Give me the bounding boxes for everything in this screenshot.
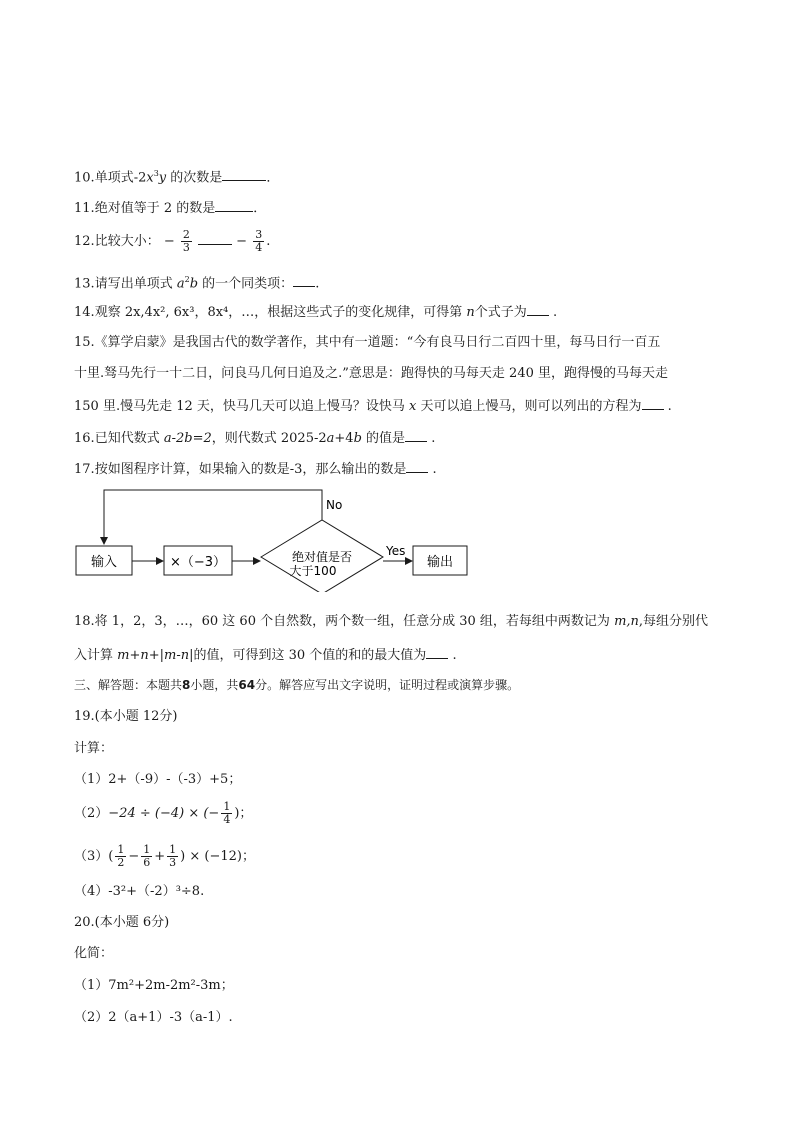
answer-blank[interactable] xyxy=(293,273,315,287)
fraction xyxy=(253,229,264,254)
question-11 xyxy=(74,198,266,218)
question-13 xyxy=(74,271,319,293)
denominator: 4 xyxy=(255,241,263,254)
yes-label: Yes xyxy=(386,544,406,558)
punctuation: ． xyxy=(266,170,280,186)
question-18-line-2 xyxy=(74,645,457,665)
question-text: 的次数是 xyxy=(170,170,223,186)
fraction xyxy=(115,844,126,869)
punctuation: . xyxy=(452,648,457,663)
denominator: 6 xyxy=(143,856,151,869)
question-20-intro: 化简： xyxy=(74,946,114,961)
question-number: 16. xyxy=(74,431,95,446)
decision-label-line-1: 绝对值是否 xyxy=(291,550,353,564)
question-15-line-2 xyxy=(74,365,668,383)
numerator: 1 xyxy=(143,843,151,856)
question-20-title: 20.(本小题 6分) xyxy=(74,915,170,930)
answer-blank[interactable] xyxy=(222,167,266,181)
punctuation: . xyxy=(667,399,672,414)
question-text: 请写出单项式 xyxy=(94,276,173,292)
no-label: No xyxy=(326,498,343,512)
question-text: 单项式-2 xyxy=(94,170,147,186)
punctuation: ． xyxy=(253,201,267,216)
question-20-part-2: （2）2（a+1）-3（a-1）. xyxy=(74,1010,233,1025)
question-number: 11. xyxy=(74,201,95,216)
question-text: 个式子为 xyxy=(474,305,527,320)
math-var: x xyxy=(146,170,154,186)
part-label: （2） xyxy=(74,806,109,821)
math-var: a xyxy=(326,431,335,446)
question-text: ，则代数式 2025-2 xyxy=(211,431,327,446)
math-expression: m+n+|m-n| xyxy=(117,648,194,663)
question-text: +4 xyxy=(334,431,354,446)
math-var: b xyxy=(189,276,199,292)
question-19-title: 19.(本小题 12分) xyxy=(74,709,178,724)
question-18-line-1 xyxy=(74,613,708,631)
answer-blank[interactable] xyxy=(215,198,253,212)
question-19-part-3 xyxy=(74,843,255,871)
question-20-part-1: （1）7m²+2m-2m²-3m； xyxy=(74,978,234,993)
answer-blank[interactable] xyxy=(426,645,448,659)
fraction xyxy=(221,801,232,826)
numerator: 1 xyxy=(169,843,177,856)
question-text: 比较大小： xyxy=(94,234,160,249)
output-label: 输出 xyxy=(426,555,454,570)
math-expression: ) × (−12)； xyxy=(180,849,255,864)
question-19-part-2 xyxy=(74,800,252,828)
question-14 xyxy=(74,302,557,322)
question-text: 的值是 xyxy=(366,431,406,446)
program-flowchart xyxy=(60,482,490,592)
numerator: 1 xyxy=(223,800,231,813)
math-var: b xyxy=(353,431,362,446)
question-text: 按如图程序计算，如果输入的数是-3，那么输出的数是 xyxy=(94,462,407,477)
exponent: 3 xyxy=(153,169,159,178)
answer-blank[interactable] xyxy=(405,428,427,442)
heading-text: 分。解答应写出文字说明，证明过程或演算步骤。 xyxy=(255,678,520,692)
answer-blank[interactable] xyxy=(527,302,549,316)
denominator: 3 xyxy=(182,241,190,254)
numerator: 1 xyxy=(117,843,125,856)
question-number: 12. xyxy=(74,234,95,249)
section-3-heading xyxy=(74,676,519,694)
punctuation: . xyxy=(432,462,437,477)
question-text: ,每组分别代 xyxy=(638,614,709,629)
question-text: 观察 2x,4x², 6x³，8x⁴，…，根据这些式子的变化规律，可得第 xyxy=(94,305,463,320)
math-expression: )； xyxy=(234,806,253,821)
question-12 xyxy=(74,228,270,256)
math-expression: −24 ÷ (−4) × (− xyxy=(108,806,220,821)
operator: + xyxy=(154,849,166,864)
no-loop-line xyxy=(104,490,322,544)
denominator: 3 xyxy=(169,856,177,869)
operator: − xyxy=(128,849,140,864)
answer-blank[interactable] xyxy=(406,459,428,473)
question-15-line-1 xyxy=(74,334,660,352)
question-text: 入计算 xyxy=(74,648,114,663)
minus-sign: − xyxy=(236,234,248,249)
question-text: 绝对值等于 2 的数是 xyxy=(94,201,216,216)
punctuation: . xyxy=(315,276,320,292)
question-text: 的值，可得到这 30 个值的和的最大值为 xyxy=(193,648,427,663)
part-label: （3） xyxy=(74,849,109,864)
question-text: 150 里.慢马先走 12 天，快马几天可以追上慢马？设快马 xyxy=(74,399,405,414)
question-number: 14. xyxy=(74,305,95,320)
input-label: 输入 xyxy=(90,555,118,570)
heading-number: 64 xyxy=(238,678,256,692)
question-text: 的一个同类项： xyxy=(202,276,294,292)
heading-number: 8 xyxy=(182,678,191,692)
fraction xyxy=(167,844,178,869)
math-var: a xyxy=(176,276,185,292)
denominator: 2 xyxy=(117,856,125,869)
question-text: 天可以追上慢马，则可以列出的方程为 xyxy=(420,399,642,414)
punctuation: . xyxy=(266,234,271,249)
fraction xyxy=(141,844,152,869)
math-var: n xyxy=(466,305,475,320)
answer-blank[interactable] xyxy=(198,231,232,245)
heading-text: 三、解答题：本题共 xyxy=(74,678,183,692)
exponent: 2 xyxy=(184,275,190,284)
minus-sign: − xyxy=(163,234,175,249)
question-text: 18.将 1，2，3，…，60 这 60 个自然数，两个数一组，任意分成 30 组，若每组中两数记为 xyxy=(74,614,610,629)
question-16 xyxy=(74,428,435,448)
question-19-part-4: （4）-3²+（-2）³÷8. xyxy=(74,884,205,899)
math-expression: ( xyxy=(108,849,114,864)
question-number: 13. xyxy=(74,276,95,292)
question-text: 已知代数式 xyxy=(94,431,160,446)
question-19-intro: 计算： xyxy=(74,741,114,756)
question-10 xyxy=(74,165,279,187)
numerator: 2 xyxy=(182,228,190,241)
question-number: 10. xyxy=(74,170,95,186)
numerator: 3 xyxy=(255,228,263,241)
denominator: 4 xyxy=(223,813,231,826)
question-number: 17. xyxy=(74,462,95,477)
decision-label-line-2: 大于100 xyxy=(289,564,337,578)
question-17 xyxy=(74,459,437,479)
punctuation: . xyxy=(552,305,558,320)
question-19-part-1: （1）2+（-9）-（-3）+5； xyxy=(74,772,242,787)
question-15-line-3 xyxy=(74,396,672,416)
heading-text: 小题，共 xyxy=(190,678,239,692)
math-expression: a-2b=2 xyxy=(163,431,212,446)
math-var: x xyxy=(409,399,417,414)
answer-blank[interactable] xyxy=(642,396,664,410)
fraction xyxy=(181,229,192,254)
question-text: 十里.驽马先行一十二日，问良马几何日追及之.”意思是：跑得快的马每天走 240 里，跑得慢的马每天走 xyxy=(74,366,668,381)
math-var: m,n xyxy=(614,614,639,629)
question-text: 15.《算学启蒙》是我国古代的数学著作，其中有一道题：“今有良马日行二百四十里，每马日行一百五 xyxy=(74,335,661,350)
punctuation: . xyxy=(431,431,436,446)
multiply-label: ×（−3） xyxy=(169,555,227,570)
math-var: y xyxy=(158,170,167,186)
